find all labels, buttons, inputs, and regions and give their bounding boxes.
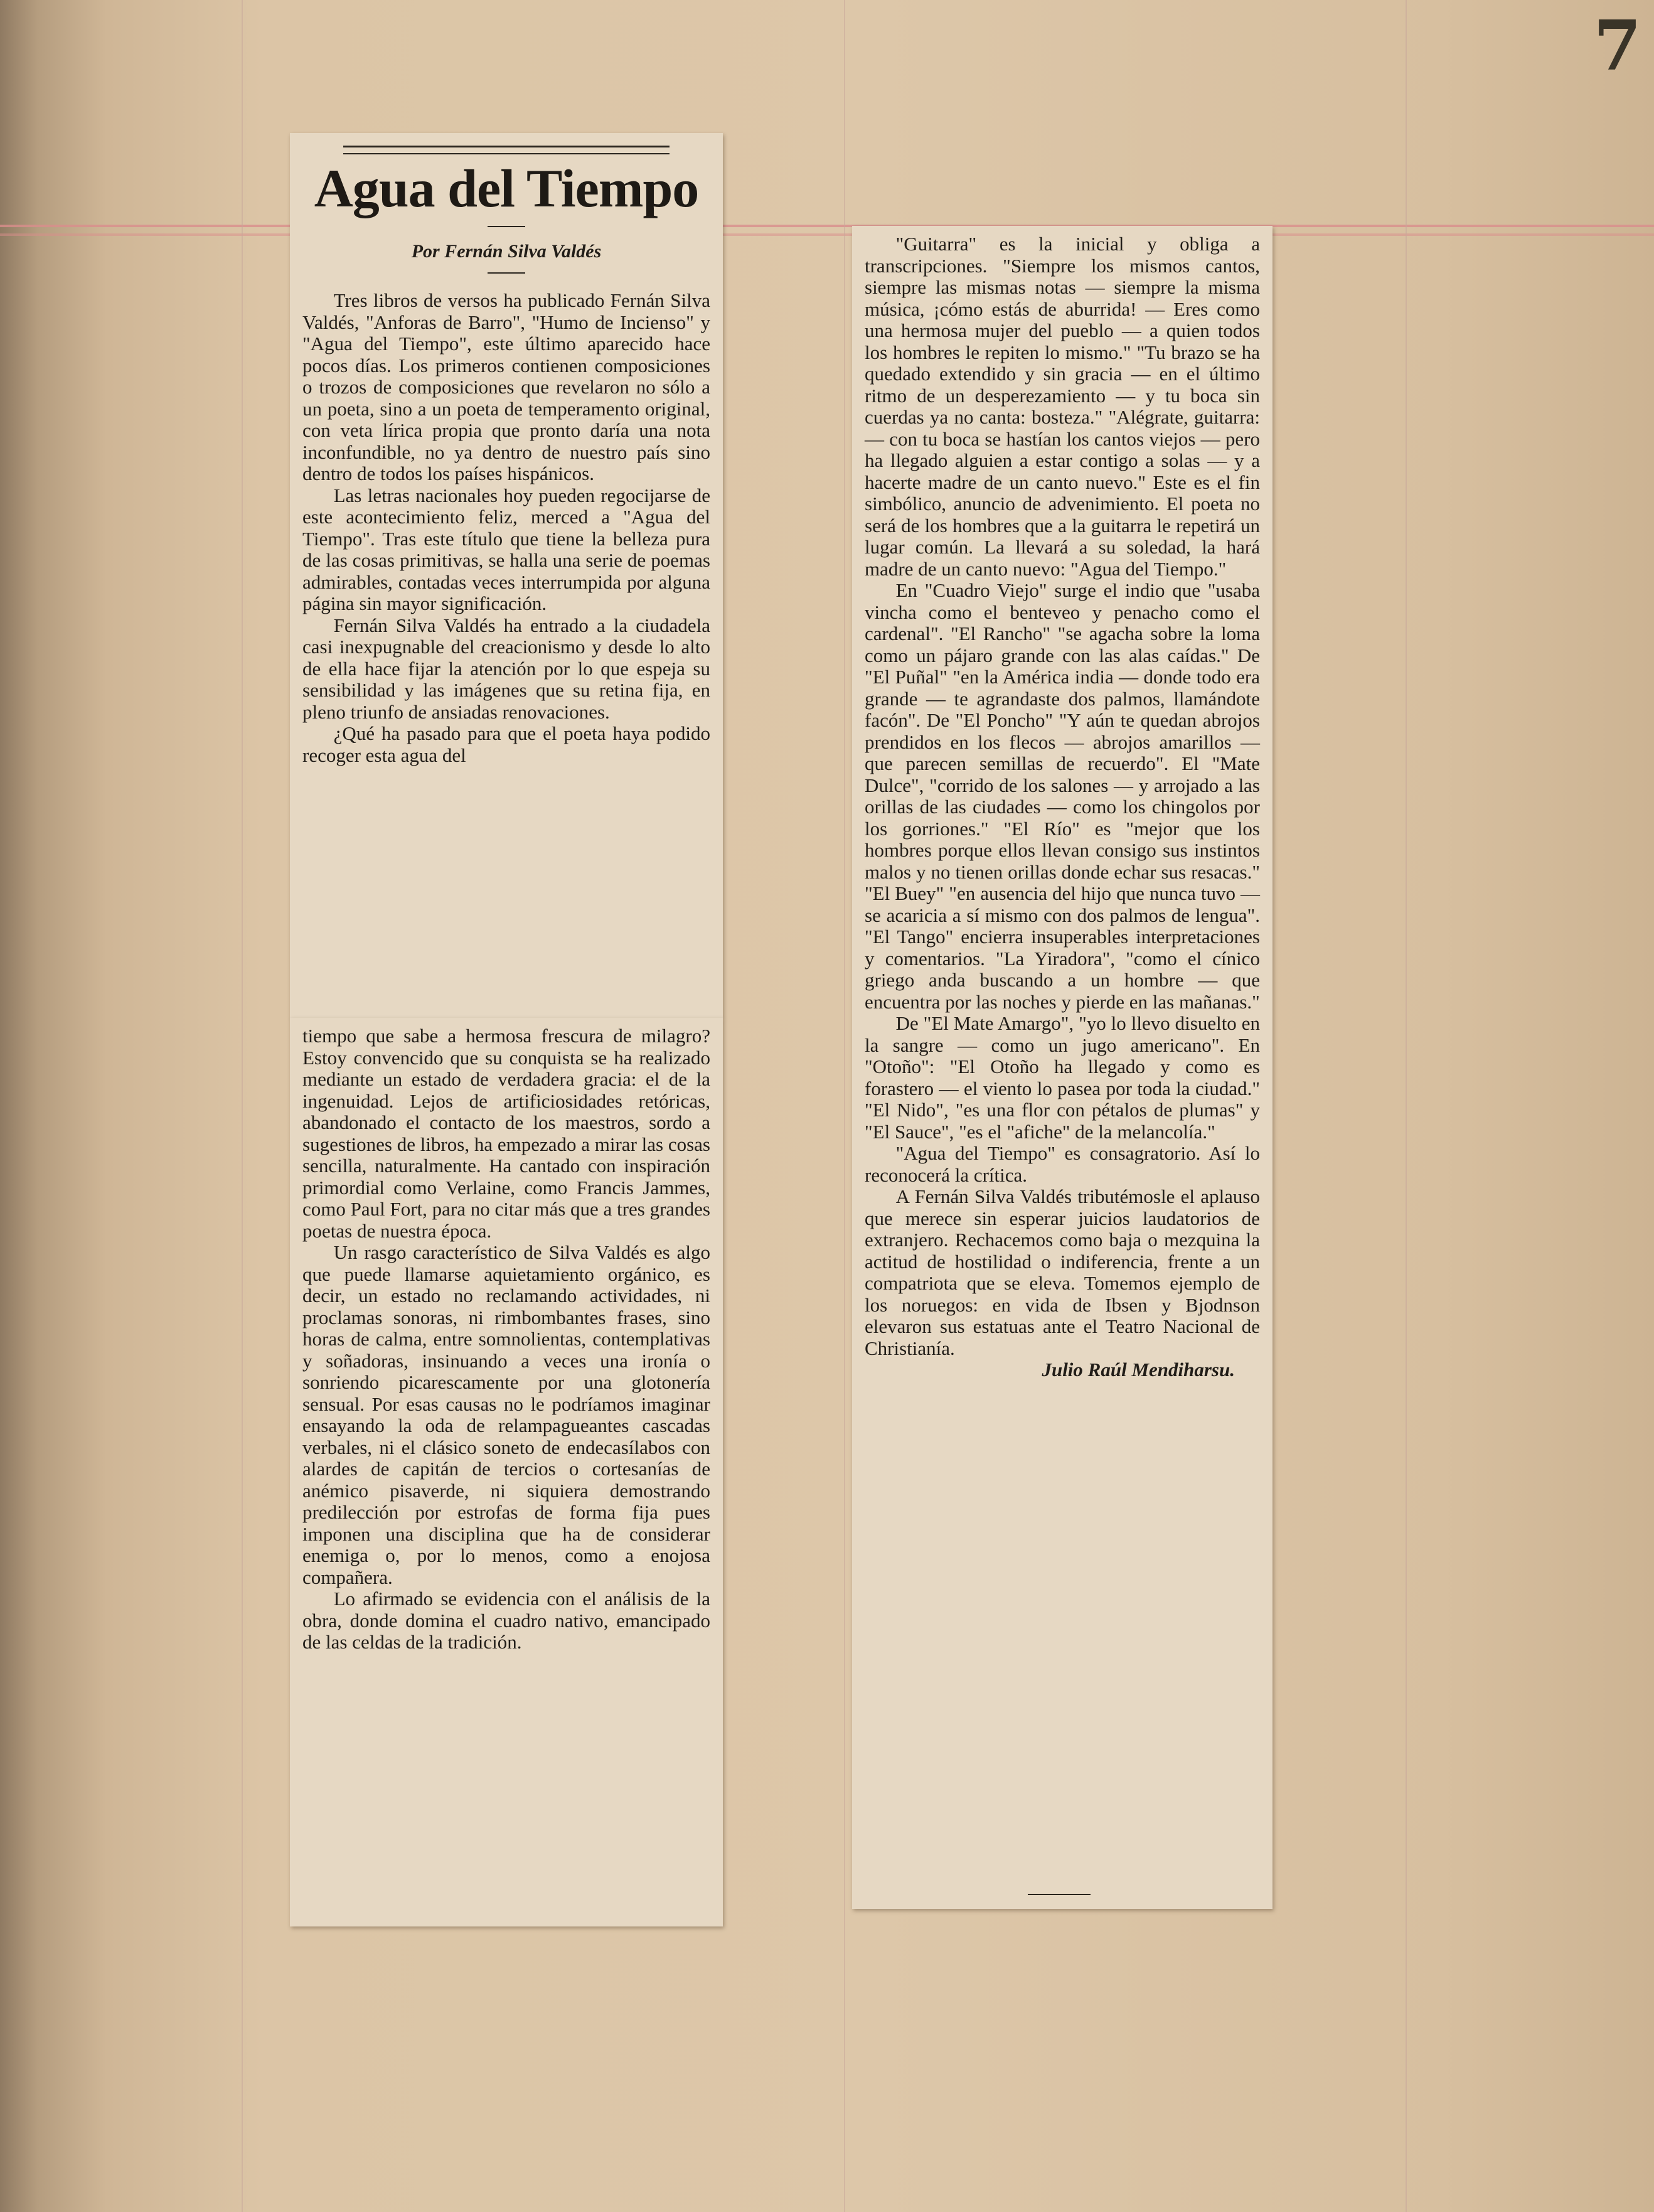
ledger-margin-line xyxy=(242,0,243,2212)
paragraph: Las letras nacionales hoy pueden regocijarse de este acontecimiento feliz, merced a "Agua del Tiempo". Tras este título que tiene la belleza pura de las cosas primitivas, se halla una serie de poemas admirables, contadas veces interrumpida por alguna página sin mayor significación. xyxy=(302,484,710,614)
ledger-margin-line xyxy=(844,0,845,2212)
article-title: Agua del Tiempo xyxy=(314,158,699,218)
newspaper-clipping-1 xyxy=(290,133,723,1018)
paragraph: Tres libros de versos ha publicado Fernán Silva Valdés, "Anforas de Barro", "Humo de Incienso" y "Agua del Tiempo", este último aparecido hace pocos días. Los primeros contienen composiciones o trozos de composiciones que revelaron no sólo a un poeta, sino a un poeta de temperamento original, con veta lírica propia que pronto daría una nota inconfundible, no ya dentro de nuestro país sino dentro de todos los países hispánicos. xyxy=(302,289,710,484)
paragraph: Un rasgo característico de Silva Valdés es algo que puede llamarse aquietamiento orgánico, es decir, un estado no reclamando actividades, ni proclamas sonoras, ni rimbombantes frases, sino horas de calma, entre somnolientas, contemplativas y soñadoras, insinuando a veces una ironía o sonriendo picarescamente por una glotonería sensual. Por esas causas no le podríamos imaginar ensayando la oda de relampagueantes cascadas verbales, ni el clásico soneto de endecasílabos con alardes de capitán de tercios o cortesanías de anémico pisaverde, ni siquiera demostrando predilección por estrofas de forma fija pues imponen una disciplina que ha de considerar enemiga o, por lo menos, como a enojosa compañera. xyxy=(302,1241,710,1588)
article-signature: Julio Raúl Mendiharsu. xyxy=(1042,1359,1235,1381)
page-number: 7 xyxy=(1593,5,1641,86)
paragraph: Fernán Silva Valdés ha entrado a la ciudadela casi inexpugnable del creacionismo y desde lo alto de ella hace fijar la atención por lo que espeja su sensibilidad y las imágenes que su retina fija, en pleno triunfo de ansiadas renovaciones. xyxy=(302,614,710,723)
title-rule xyxy=(488,226,525,227)
paragraph: tiempo que sabe a hermosa frescura de milagro? Estoy convencido que su conquista se ha realizado mediante un estado de verdadera gracia: el de la ingenuidad. Lejos de artificiosidades retóricas, abandonado el contacto de los maestros, sordo a sugestiones de libros, ha empezado a mirar las cosas sencilla, naturalmente. Ha cantado con inspiración primordial como Verlaine, como Francis Jammes, como Paul Fort, para no citar más que a tres grandes poetas de nuestra época. xyxy=(302,1025,710,1242)
top-rule xyxy=(343,146,670,154)
article-column-1 xyxy=(302,290,710,766)
article-byline: Por Fernán Silva Valdés xyxy=(411,241,602,262)
newspaper-clipping-3 xyxy=(852,226,1273,1909)
paragraph: A Fernán Silva Valdés tributémosle el aplauso que merece sin esperar juicios laudatorios de extranjero. Rechacemos como baja o mezquina la actitud de hostilidad o indiferencia, frente a un compatriota que se eleva. Tomemos ejemplo de los noruegos: en vida de Ibsen y Bjodnson elevaron sus estatuas ante el Teatro Nacional de Christianía. xyxy=(865,1185,1260,1359)
paragraph: ¿Qué ha pasado para que el poeta haya podido recoger esta agua del xyxy=(302,722,710,766)
article-column-2 xyxy=(302,1025,710,1654)
end-rule xyxy=(1028,1894,1091,1895)
ledger-margin-line xyxy=(1406,0,1407,2212)
paragraph: "Guitarra" es la inicial y obliga a transcripciones. "Siempre los mismos cantos, siempre las mismas notas — siempre la misma música, ¡cómo estás de aburrida! — Eres como una hermosa mujer del pueblo — a quien todos los hombres le repiten lo mismo." "Tu brazo se ha quedado extendido y sin gracia — en el último ritmo de un desperezamiento — y tu boca sin cuerdas ya no canta: bosteza." "Alégrate, guitarra: — con tu boca se hastían los cantos viejos — pero ha llegado alguien a estar contigo a solas — y a hacerte madre de un canto nuevo." Este es el fin simbólico, anuncio de advenimiento. El poeta no será de los hombres que a la guitarra le repetirá un lugar común. La llevará a su soledad, la hará madre de un canto nuevo: "Agua del Tiempo." xyxy=(865,233,1260,580)
byline-rule xyxy=(488,272,525,274)
paragraph: De "El Mate Amargo", "yo lo llevo disuelto en la sangre — como un jugo americano". En "Otoño": "El Otoño ha llegado y como es forastero — el viento lo pasea por toda la ciudad." "El Nido", "es una flor con pétalos de plumas" y "El Sauce", "es el "afiche" de la melancolía." xyxy=(865,1012,1260,1143)
article-column-3 xyxy=(865,233,1260,1381)
paragraph: "Agua del Tiempo" es consagratorio. Así lo reconocerá la crítica. xyxy=(865,1142,1260,1186)
newspaper-clipping-2 xyxy=(290,1018,723,1926)
paragraph: En "Cuadro Viejo" surge el indio que "usaba vincha como el benteveo y penacho como el cardenal". "El Rancho" "se agacha sobre la loma como un pájaro grande con las alas caídas." De "El Puñal" "en la América india — donde todo era grande — te agrandaste dos palmos, llamándote facón". De "El Poncho" "Y aún te quedan abrojos prendidos en los flecos — abrojos amarillos — que parecen semillas de recuerdo". El "Mate Dulce", "corrido de los salones — y arrojado a las orillas de las ciudades — como los chingolos por los gorriones." "El Río" es "mejor que los hombres porque ellos llevan consigo sus instintos malos y no tienen orillas donde echar sus resacas." "El Buey" "en ausencia del hijo que nunca tuvo — se acaricia a sí mismo con dos palmos de lengua". "El Tango" encierra insuperables interpretaciones y comentarios. "La Yiradora", "como el cínico griego anda buscando a un hombre — que encuentra por las noches y pierde en las mañanas." xyxy=(865,579,1260,1013)
paragraph: Lo afirmado se evidencia con el análisis de la obra, donde domina el cuadro nativo, emancipado de las celdas de la tradición. xyxy=(302,1588,710,1653)
